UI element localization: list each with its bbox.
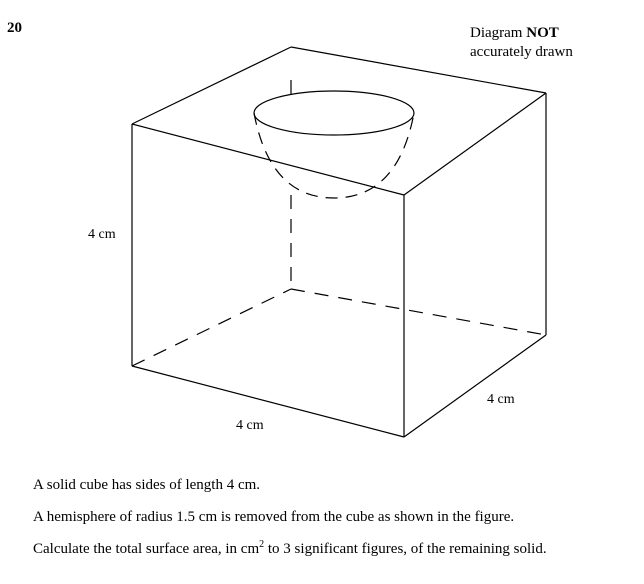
note-emphasis: NOT [526,25,559,41]
question-line-1: A solid cube has sides of length 4 cm. [33,477,261,493]
question-line-3-end: to 3 significant figures, of the remaining solid. [264,541,547,557]
hemisphere-rim [254,91,414,135]
note-suffix: accurately drawn [470,44,573,60]
cube-edge-top-front [132,124,404,195]
note-prefix: Diagram [470,25,527,41]
squared-superscript: 2 [259,539,265,550]
cube-edge-bottom-right [404,335,546,437]
hemisphere-bowl [254,113,414,198]
label-depth: 4 cm [487,392,515,407]
hidden-edge-back-bottom [291,289,546,335]
cube-edge-top-right [404,93,546,195]
question-line-2: A hemisphere of radius 1.5 cm is removed from the cube as shown in the figure. [33,509,515,525]
label-width: 4 cm [236,418,264,433]
label-height: 4 cm [88,227,116,242]
cube-edge-top-left [132,47,291,124]
hidden-edge-back-left [132,289,291,366]
question-number: 20 [7,20,22,36]
cube-edge-top-back [291,47,546,93]
cube-edge-bottom-front [132,366,404,437]
question-line-3 [33,539,547,558]
question-line-3-start: Calculate the total surface area, in cm [33,541,260,557]
